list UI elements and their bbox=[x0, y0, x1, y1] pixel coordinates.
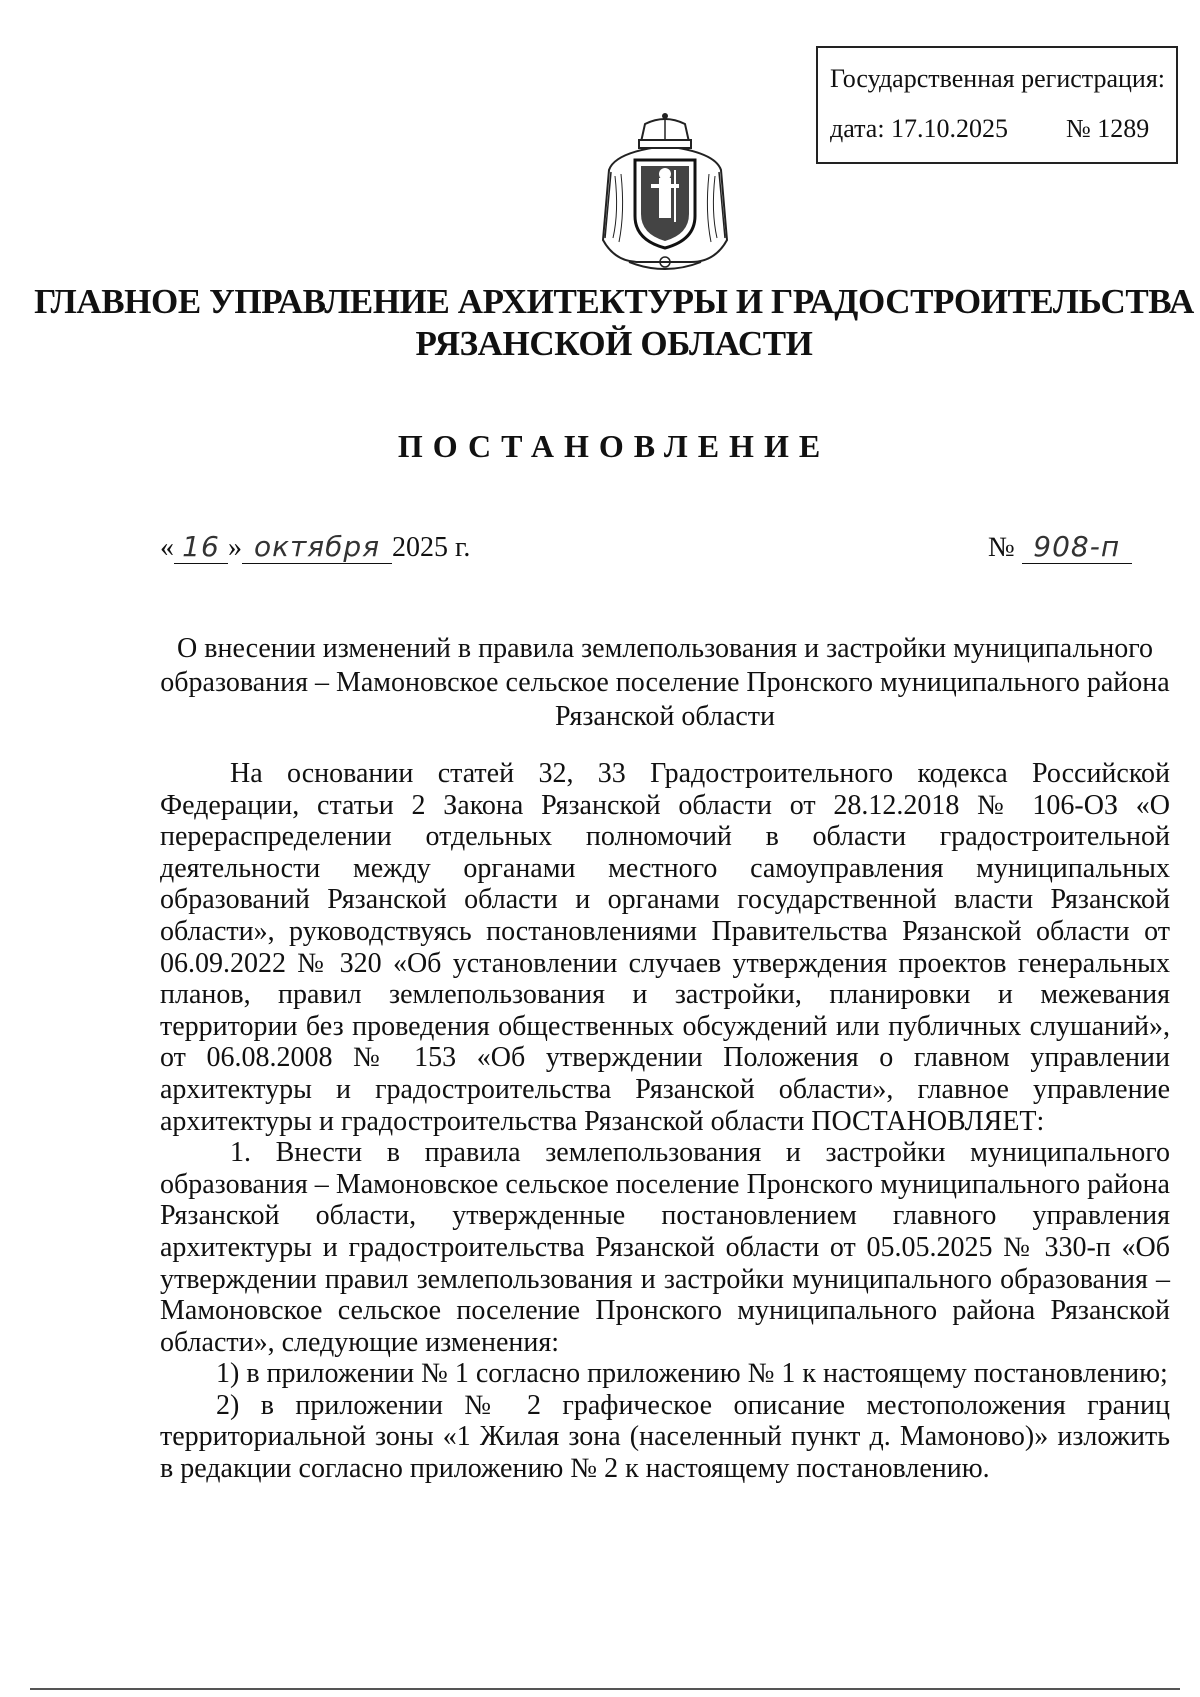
registration-date: дата: 17.10.2025 bbox=[830, 114, 1009, 143]
registration-title: Государственная регистрация: bbox=[830, 64, 1166, 93]
page-bottom-rule bbox=[30, 1688, 1180, 1690]
decree-subject: О внесении изменений в правила землепользования и застройки муниципального образования – Мамоновское сельское поселение Пронского муниципального района Рязанской области bbox=[160, 633, 1170, 732]
date-month: октября bbox=[242, 530, 392, 564]
item-1-paragraph: 1. Внести в правила землепользования и застройки муниципального образования – Мамоновское сельское поселение Пронского муниципального района Рязанской области, утвержденные постановлением главного управления архитектуры и градостроительства Рязанской области от 05.05.2025 № 330-п «Об утверждении правил землепользования и застройки муниципального образования – Мамоновское сельское поселение Пронского муниципального района Рязанской области», следующие изменения: bbox=[160, 1137, 1170, 1358]
coat-of-arms-icon bbox=[595, 112, 735, 278]
number-value: 908-п bbox=[1022, 530, 1132, 564]
registration-stamp-box bbox=[816, 46, 1178, 164]
date-close-quote: » bbox=[228, 532, 242, 563]
organization-name-line-1: ГЛАВНОЕ УПРАВЛЕНИЕ АРХИТЕКТУРЫ И ГРАДОСТРОИТЕЛЬСТВА bbox=[34, 282, 1194, 321]
decree-body bbox=[160, 758, 1170, 1485]
subitem-2-paragraph: 2) в приложении № 2 графическое описание местоположения границ территориальной зоны «1 Жилая зона (населенный пункт д. Мамоново)» изложить в редакции согласно приложению № 2 к настоящему постановлению. bbox=[160, 1389, 1170, 1485]
date-day: 16 bbox=[174, 530, 228, 564]
subitem-1-paragraph: 1) в приложении № 1 согласно приложению № 1 к настоящему постановлению; bbox=[216, 1358, 1168, 1390]
organization-name-line-2: РЯЗАНСКОЙ ОБЛАСТИ bbox=[415, 324, 813, 363]
decree-number bbox=[988, 530, 1132, 564]
document-type-title: ПОСТАНОВЛЕНИЕ bbox=[397, 428, 831, 464]
date-open-quote: « bbox=[160, 532, 174, 563]
preamble-paragraph: На основании статей 32, 33 Градостроительного кодекса Российской Федерации, статьи 2 Закона Рязанской области от 28.12.2018 № 106-ОЗ «О перераспределении отдельных полномочий в области градостроительной деятельности между органами местного самоуправления муниципальных образований Рязанской области и органами государственной власти Рязанской области», руководствуясь постановлениями Правительства Рязанской области от 06.09.2022 № 320 «Об установлении случаев утверждения проектов генеральных планов, правил землепользования и застройки, планировки и межевания территории без проведения общественных обсуждений или публичных слушаний», от 06.08.2008 № 153 «Об утверждении Положения о главном управлении архитектуры и градостроительства Рязанской области», главное управление архитектуры и градостроительства Рязанской области ПОСТАНОВЛЯЕТ: bbox=[160, 758, 1170, 1137]
date-year: 2025 г. bbox=[392, 532, 471, 563]
registration-number: № 1289 bbox=[1066, 114, 1150, 143]
decree-date bbox=[160, 530, 470, 564]
number-label: № bbox=[988, 532, 1015, 563]
